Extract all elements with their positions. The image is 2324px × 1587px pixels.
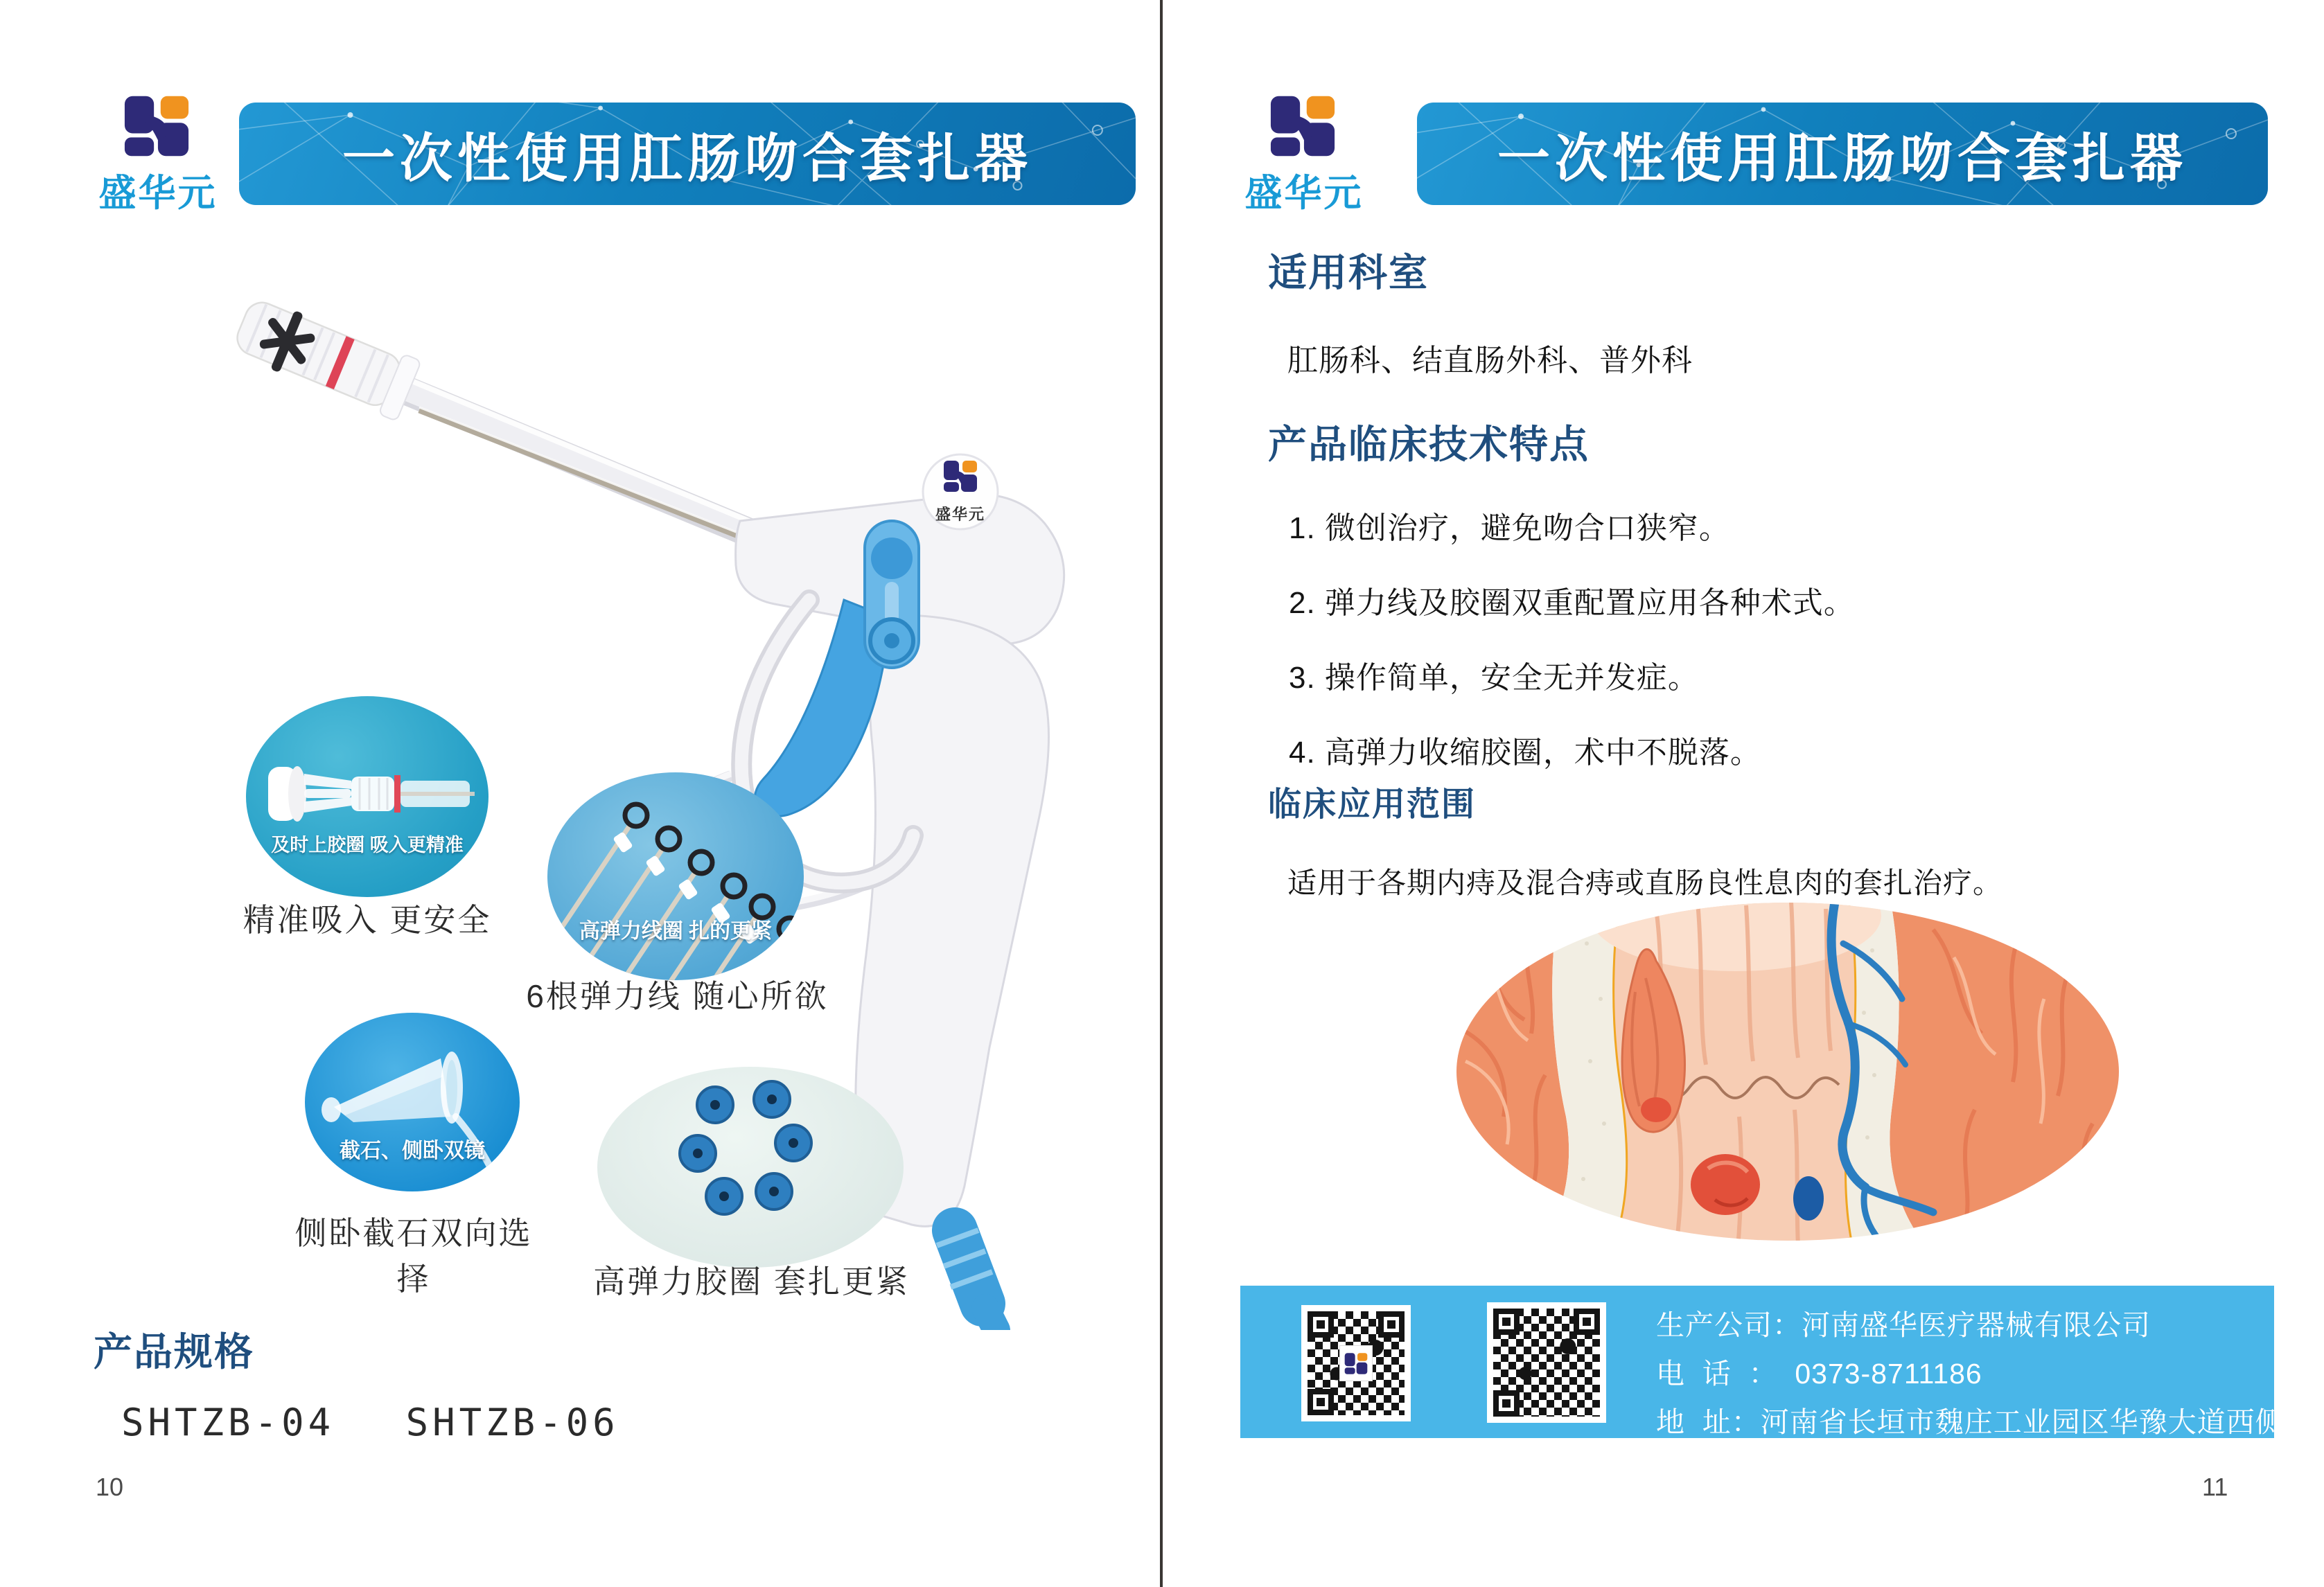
page-fold-divider xyxy=(1160,0,1163,1587)
device-slider-control xyxy=(865,521,919,668)
feature-caption: 高弹力胶圈 套扎更紧 xyxy=(593,1264,910,1300)
feature-photo-anoscope xyxy=(305,1013,520,1191)
model-number: SHTZB-06 xyxy=(405,1401,619,1444)
clinical-feature-item: 1. 微创治疗，避免吻合口狭窄。 xyxy=(1289,511,1730,545)
sticker-brand-name: 盛华元 xyxy=(935,506,986,523)
company-logo-icon xyxy=(123,96,190,160)
feature-caption: 精准吸入 更安全 xyxy=(243,902,492,938)
clinical-feature-item: 4. 高弹力收缩胶圈，术中不脱落。 xyxy=(1289,736,1761,770)
elastic-threads-illustration xyxy=(547,772,804,980)
contact-address: 地 址：河南省长垣市魏庄工业园区华豫大道西侧 xyxy=(1656,1406,2285,1438)
section-heading-departments: 适用科室 xyxy=(1268,251,1429,294)
feature-photo-elastic-threads xyxy=(547,772,804,980)
anoscope-illustration xyxy=(305,1013,520,1191)
section-heading-clinical-scope: 临床应用范围 xyxy=(1268,786,1477,823)
feature-overlay-text: 及时上胶圈 吸入更精准 xyxy=(271,835,464,855)
qr-finder-mark xyxy=(1378,1311,1405,1338)
spec-section-heading: 产品规格 xyxy=(94,1330,254,1374)
feature-photo-rubber-rings xyxy=(597,1067,904,1268)
suction-tip-illustration xyxy=(246,696,488,897)
contact-company: 生产公司：河南盛华医疗器械有限公司 xyxy=(1656,1309,2151,1341)
feature-overlay-text: 截石、侧卧双镜 xyxy=(340,1140,485,1162)
qr-code-website xyxy=(1487,1302,1606,1423)
device-connector xyxy=(937,1230,996,1330)
qr-code-wechat xyxy=(1301,1305,1411,1421)
clinical-features-list xyxy=(1289,503,1855,802)
device-brand-sticker xyxy=(923,454,998,529)
qr-finder-mark xyxy=(1493,1390,1520,1417)
device-tip xyxy=(230,292,421,421)
feature-overlay-text: 高弹力线圈 扎的更紧 xyxy=(579,920,773,943)
clinical-feature-item: 3. 操作简单，安全无并发症。 xyxy=(1289,661,1699,695)
logo-h-icon xyxy=(123,96,190,157)
section-heading-clinical-features: 产品临床技术特点 xyxy=(1268,423,1590,466)
logo-h-icon xyxy=(1269,96,1336,157)
page-title: 一次性使用肛肠吻合套扎器 xyxy=(342,129,1032,188)
model-number: SHTZB-04 xyxy=(121,1401,335,1444)
clinical-feature-item: 2. 弹力线及胶圈双重配置应用各种术式。 xyxy=(1289,586,1855,620)
page-number-right: 11 xyxy=(2202,1473,2228,1501)
page-number-left: 10 xyxy=(96,1473,124,1501)
feature-caption: 侧卧截石双向选择 xyxy=(294,1215,533,1297)
qr-finder-mark xyxy=(1574,1309,1600,1335)
manufacturer-contact-box xyxy=(1240,1286,2285,1438)
rubber-rings-illustration xyxy=(597,1067,904,1268)
page-title: 一次性使用肛肠吻合套扎器 xyxy=(1497,129,2187,188)
clinical-scope-body: 适用于各期内痔及混合痔或直肠良性息肉的套扎治疗。 xyxy=(1287,867,2003,899)
qr-center-logo xyxy=(1339,1345,1373,1381)
page-title-banner xyxy=(239,103,1136,205)
anatomy-illustration xyxy=(1448,902,2127,1241)
brand-name: 盛华元 xyxy=(1244,172,1364,214)
qr-finder-mark xyxy=(1308,1389,1334,1415)
departments-body: 肛肠科、结直肠外科、普外科 xyxy=(1287,344,1693,378)
contact-info xyxy=(1656,1301,2285,1446)
feature-caption: 6根弹力线 随心所欲 xyxy=(526,978,829,1014)
page-title-banner xyxy=(1417,103,2268,205)
brand-name: 盛华元 xyxy=(98,172,218,214)
feature-photo-suction-tip xyxy=(246,696,488,897)
qr-finder-mark xyxy=(1493,1309,1520,1335)
contact-phone: 电 话 ： 0373-8711186 xyxy=(1656,1358,1982,1390)
qr-finder-mark xyxy=(1308,1311,1334,1338)
company-logo-icon xyxy=(1269,96,1336,160)
spec-model-numbers xyxy=(121,1401,619,1444)
